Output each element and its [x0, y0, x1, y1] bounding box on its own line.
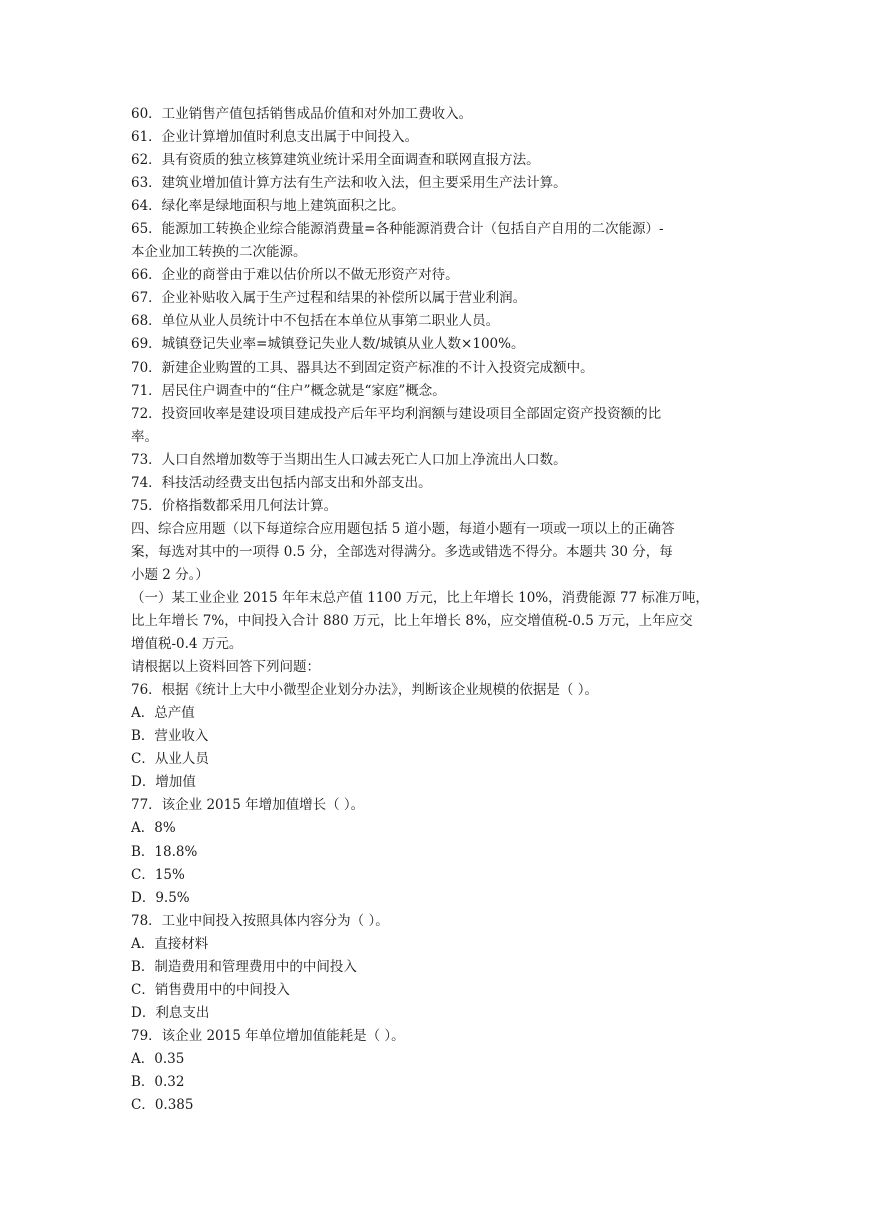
text-line: 69．城镇登记失业率=城镇登记失业人数/城镇从业人数×100%。 [131, 336, 525, 353]
question-78: 78．工业中间投入按照具体内容分为（ ）。 [131, 912, 389, 929]
option-c: C．从业人员 [131, 751, 209, 768]
option-d: D．利息支出 [131, 1004, 210, 1021]
text-line: 70．新建企业购置的工具、器具达不到固定资产标准的不计入投资完成额中。 [131, 359, 594, 376]
case-description: （一）某工业企业 2015 年年末总产值 1100 万元，比上年增长 10%，消费能源 77 标准万吨， [131, 589, 709, 606]
text-line: 率。 [131, 428, 158, 445]
text-line: 72．投资回收率是建设项目建成投产后年平均利润额与建设项目全部固定资产投资额的比 [131, 405, 662, 422]
option-a: A．0.35 [131, 1050, 185, 1067]
text-line: 61．企业计算增加值时利息支出属于中间投入。 [131, 129, 419, 146]
text-line: 62．具有资质的独立核算建筑业统计采用全面调查和联网直报方法。 [131, 152, 540, 169]
text-line: 65．能源加工转换企业综合能源消费量=各种能源消费合计（包括自产自用的二次能源）- [131, 221, 664, 238]
text-line: 案，每选对其中的一项得 0.5 分，全部选对得满分。多选或错选不得分。本题共 30 分，每 [131, 543, 673, 560]
text-line: 74．科技活动经费支出包括内部支出和外部支出。 [131, 474, 432, 491]
option-a: A．8% [131, 820, 176, 837]
question-79: 79．该企业 2015 年单位增加值能耗是（ ）。 [131, 1027, 405, 1044]
case-description: 增值税-0.4 万元。 [131, 636, 243, 653]
option-a: A．总产值 [131, 705, 195, 722]
document-page [131, 103, 743, 1117]
text-line: 67．企业补贴收入属于生产过程和结果的补偿所以属于营业利润。 [131, 290, 527, 307]
option-d: D．增加值 [131, 774, 196, 791]
text-line: 68．单位从业人员统计中不包括在本单位从事第二职业人员。 [131, 313, 500, 330]
text-line: 66．企业的商誉由于难以估价所以不做无形资产对待。 [131, 267, 459, 284]
option-b: B．营业收入 [131, 728, 209, 745]
text-line: 60．工业销售产值包括销售成品价值和对外加工费收入。 [131, 106, 473, 122]
option-b: B．18.8% [131, 843, 198, 860]
instruction-line: 请根据以上资料回答下列问题： [131, 659, 320, 676]
text-line: 63．建筑业增加值计算方法有生产法和收入法，但主要采用生产法计算。 [131, 175, 567, 192]
option-b: B．制造费用和管理费用中的中间投入 [131, 958, 357, 975]
text-line: 64．绿化率是绿地面积与地上建筑面积之比。 [131, 198, 405, 215]
option-b: B．0.32 [131, 1073, 185, 1090]
text-line: 本企业加工转换的二次能源。 [131, 244, 307, 261]
option-c: C．销售费用中的中间投入 [131, 981, 290, 998]
case-description: 比上年增长 7%，中间投入合计 880 万元，比上年增长 8%，应交增值税-0.5 万元，上年应交 [131, 613, 693, 630]
option-c: C．0.385 [131, 1097, 194, 1114]
option-c: C．15% [131, 866, 185, 883]
question-77: 77．该企业 2015 年增加值增长（ ）。 [131, 797, 365, 814]
text-line: 75．价格指数都采用几何法计算。 [131, 497, 338, 514]
text-line: 73．人口自然增加数等于当期出生人口减去死亡人口加上净流出人口数。 [131, 451, 567, 468]
option-d: D．9.5% [131, 889, 190, 906]
text-line: 小题 2 分。） [131, 566, 209, 583]
question-76: 76．根据《统计上大中小微型企业划分办法》，判断该企业规模的依据是（ ）。 [131, 682, 598, 699]
option-a: A．直接材料 [131, 935, 209, 952]
section-heading: 四、综合应用题（以下每道综合应用题包括 5 道小题，每道小题有一项或一项以上的正确答 [131, 520, 675, 537]
text-line: 71．居民住户调查中的“住户”概念就是“家庭”概念。 [131, 382, 446, 399]
